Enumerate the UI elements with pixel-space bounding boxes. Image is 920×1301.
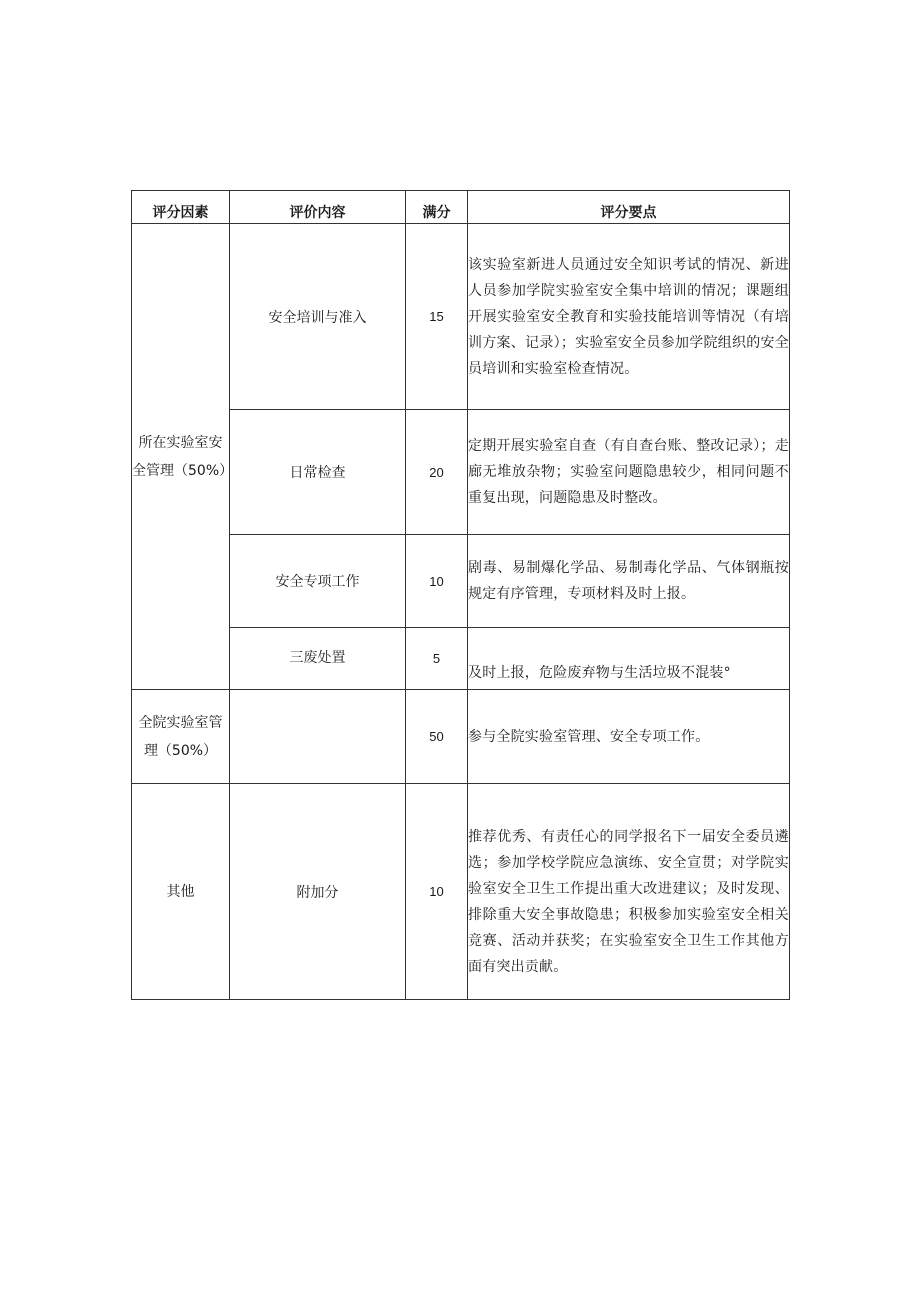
factor-college-lab: 全院实验室管理（50%） — [132, 690, 230, 784]
factor-lab-safety: 所在实验室安全管理（50%） — [132, 224, 230, 690]
score-cell: 15 — [406, 224, 468, 410]
header-factor: 评分因素 — [132, 191, 230, 224]
score-cell: 20 — [406, 410, 468, 535]
content-cell — [230, 690, 406, 784]
content-cell: 附加分 — [230, 784, 406, 1000]
content-cell: 安全专项工作 — [230, 535, 406, 628]
header-points: 评分要点 — [468, 191, 790, 224]
content-cell: 三废处置 — [230, 628, 406, 690]
table-row — [132, 628, 790, 690]
points-cell: 及时上报，危险废弃物与生活垃圾不混装° — [468, 628, 790, 690]
score-cell: 5 — [406, 628, 468, 690]
table-row — [132, 224, 790, 410]
header-content: 评价内容 — [230, 191, 406, 224]
points-cell: 参与全院实验室管理、安全专项工作。 — [468, 690, 790, 784]
evaluation-table — [131, 190, 790, 1000]
content-cell: 安全培训与准入 — [230, 224, 406, 410]
points-cell: 定期开展实验室自查（有自查台账、整改记录）；走廊无堆放杂物；实验室问题隐患较少，相同问题不重复出现，问题隐患及时整改。 — [468, 410, 790, 535]
points-cell: 剧毒、易制爆化学品、易制毒化学品、气体钢瓶按规定有序管理，专项材料及时上报。 — [468, 535, 790, 628]
header-score: 满分 — [406, 191, 468, 224]
factor-other: 其他 — [132, 784, 230, 1000]
table-row — [132, 535, 790, 628]
header-row — [132, 191, 790, 224]
content-cell: 日常检查 — [230, 410, 406, 535]
score-cell: 50 — [406, 690, 468, 784]
score-cell: 10 — [406, 784, 468, 1000]
points-cell: 该实验室新进人员通过安全知识考试的情况、新进人员参加学院实验室安全集中培训的情况；课题组开展实验室安全教育和实验技能培训等情况（有培训方案、记录）；实验室安全员参加学院组织的安全员培训和实验室检查情况。 — [468, 224, 790, 410]
score-cell: 10 — [406, 535, 468, 628]
points-cell: 推荐优秀、有责任心的同学报名下一届安全委员遴选；参加学校学院应急演练、安全宣贯；对学院实验室安全卫生工作提出重大改进建议；及时发现、排除重大安全事故隐患；积极参加实验室安全相关竞赛、活动并获奖；在实验室安全卫生工作其他方面有突出贡献。 — [468, 784, 790, 1000]
table-row — [132, 784, 790, 1000]
table-row — [132, 690, 790, 784]
